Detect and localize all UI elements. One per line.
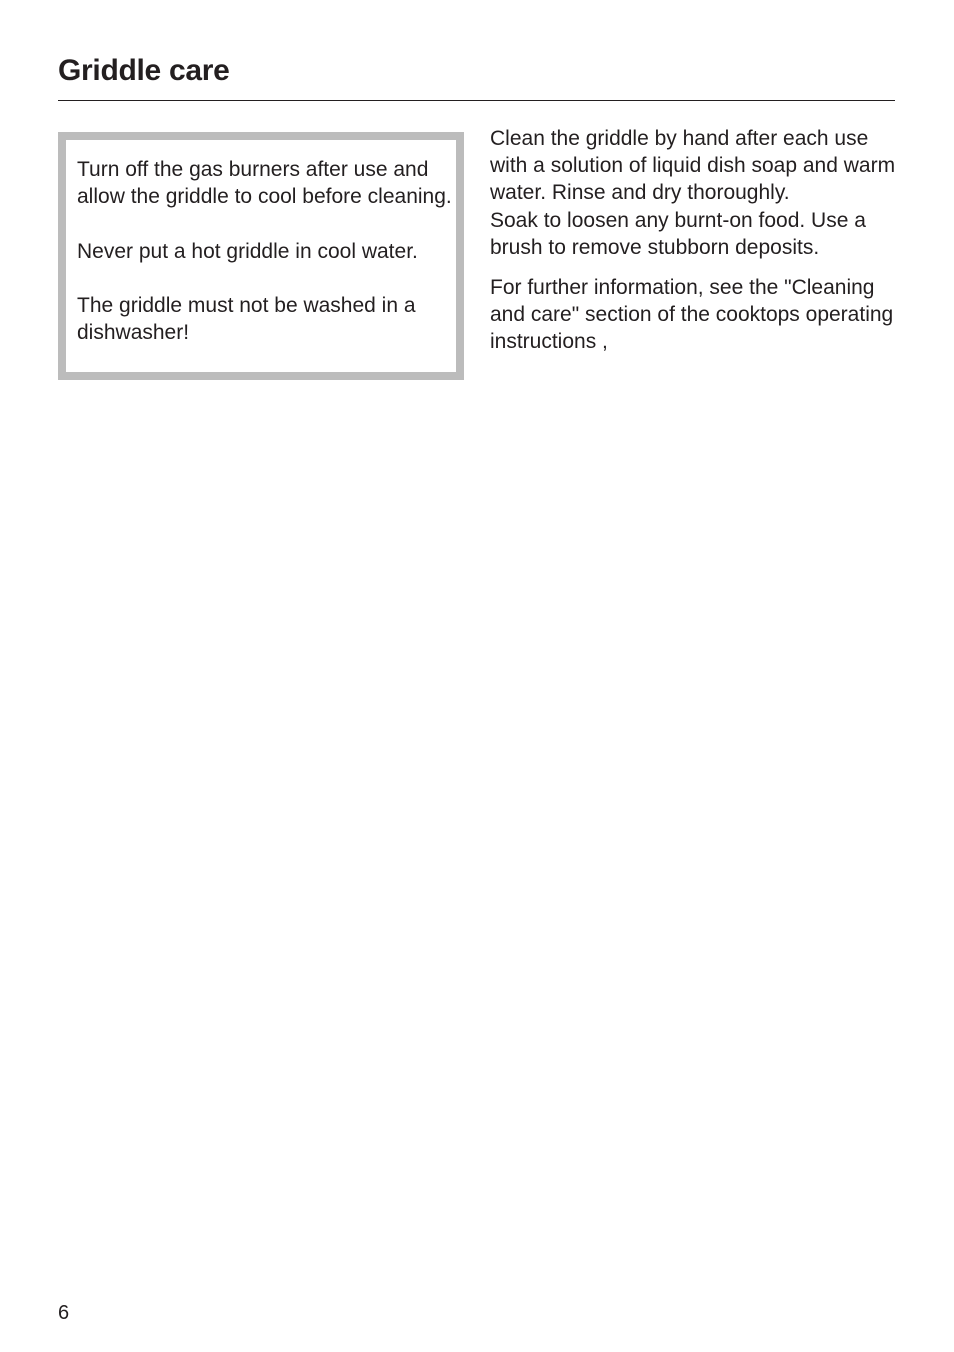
warning-text (77, 156, 453, 346)
warning-paragraph-cool-water: Never put a hot griddle in cool water. (77, 239, 418, 263)
cleaning-instructions (490, 125, 900, 356)
warning-paragraph-cool-down: Turn off the gas burners after use and allow the griddle to cool before cleaning. (77, 158, 452, 209)
page-title: Griddle care (58, 54, 230, 87)
page-number: 6 (58, 1302, 70, 1324)
instruction-paragraph-clean: Clean the griddle by hand after each use with a solution of liquid dish soap and warm water. Rinse and dry thoroughly. (490, 127, 896, 205)
instruction-paragraph-further-info: For further information, see the "Cleaning and care" section of the cooktops operating instructions , (490, 276, 894, 354)
instruction-paragraph-soak: Soak to loosen any burnt-on food. Use a brush to remove stubborn deposits. (490, 208, 866, 259)
title-divider (58, 100, 895, 101)
warning-box (58, 132, 464, 380)
warning-paragraph-dishwasher: The griddle must not be washed in a dishwasher! (77, 293, 416, 345)
